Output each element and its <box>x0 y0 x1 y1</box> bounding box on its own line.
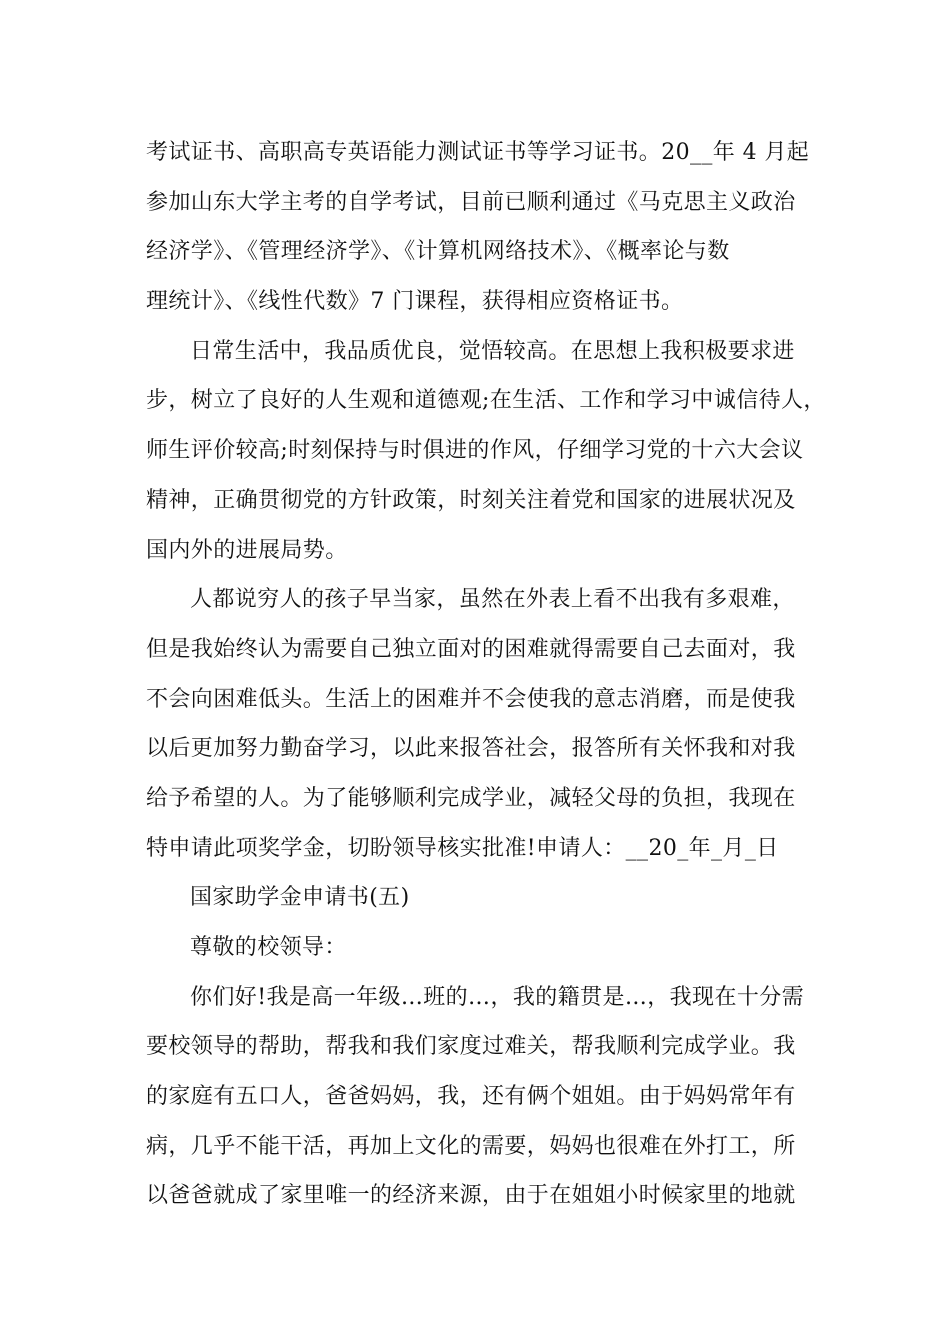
text-line: 师生评价较高;时刻保持与时俱进的作风，仔细学习党的十六大会议 <box>146 438 804 464</box>
text-line: 要校领导的帮助，帮我和我们家度过难关，帮我顺利完成学业。我 <box>146 1034 796 1060</box>
document-body <box>146 128 826 1221</box>
text-line: 你们好!我是高一年级…班的…，我的籍贯是…，我现在十分需 <box>190 984 805 1010</box>
text-line: 参加山东大学主考的自学考试，目前已顺利通过《马克思主义政治 <box>146 189 796 215</box>
text-line: 日常生活中，我品质优良，觉悟较高。在思想上我积极要求进 <box>190 338 795 364</box>
text-line: 理统计》、《线性代数》7 门课程，获得相应资格证书。 <box>146 289 684 315</box>
text-line: 特申请此项奖学金，切盼领导核实批准!申请人：__20_年_月_日 <box>146 835 779 861</box>
text-line: 但是我始终认为需要自己独立面对的困难就得需要自己去面对，我 <box>146 636 796 662</box>
text-line: 经济学》、《管理经济学》、《计算机网络技术》、《概率论与数 <box>146 239 730 265</box>
text-line: 精神，正确贯彻党的方针政策，时刻关注着党和国家的进展状况及 <box>146 487 796 513</box>
text-line: 尊敬的校领导： <box>190 935 347 960</box>
text-line: 以后更加努力勤奋学习，以此来报答社会，报答所有关怀我和对我 <box>146 736 796 762</box>
text-line: 国内外的进展局势。 <box>146 537 348 563</box>
text-line: 的家庭有五口人，爸爸妈妈，我，还有俩个姐姐。由于妈妈常年有 <box>146 1084 796 1110</box>
text-line: 考试证书、高职高专英语能力测试证书等学习证书。20__年 4 月起 <box>146 140 810 165</box>
text-line: 国家助学金申请书(五) <box>190 885 410 911</box>
text-line: 步，树立了良好的人生观和道德观;在生活、工作和学习中诚信待人， <box>146 388 826 414</box>
text-line: 以爸爸就成了家里唯一的经济来源，由于在姐姐小时候家里的地就 <box>146 1183 796 1209</box>
text-line: 不会向困难低头。生活上的困难并不会使我的意志消磨，而是使我 <box>146 686 796 712</box>
text-line: 人都说穷人的孩子早当家，虽然在外表上看不出我有多艰难， <box>190 587 795 613</box>
text-line: 病，几乎不能干活，再加上文化的需要，妈妈也很难在外打工，所 <box>146 1133 796 1159</box>
text-line: 给予希望的人。为了能够顺利完成学业，减轻父母的负担，我现在 <box>146 785 796 811</box>
